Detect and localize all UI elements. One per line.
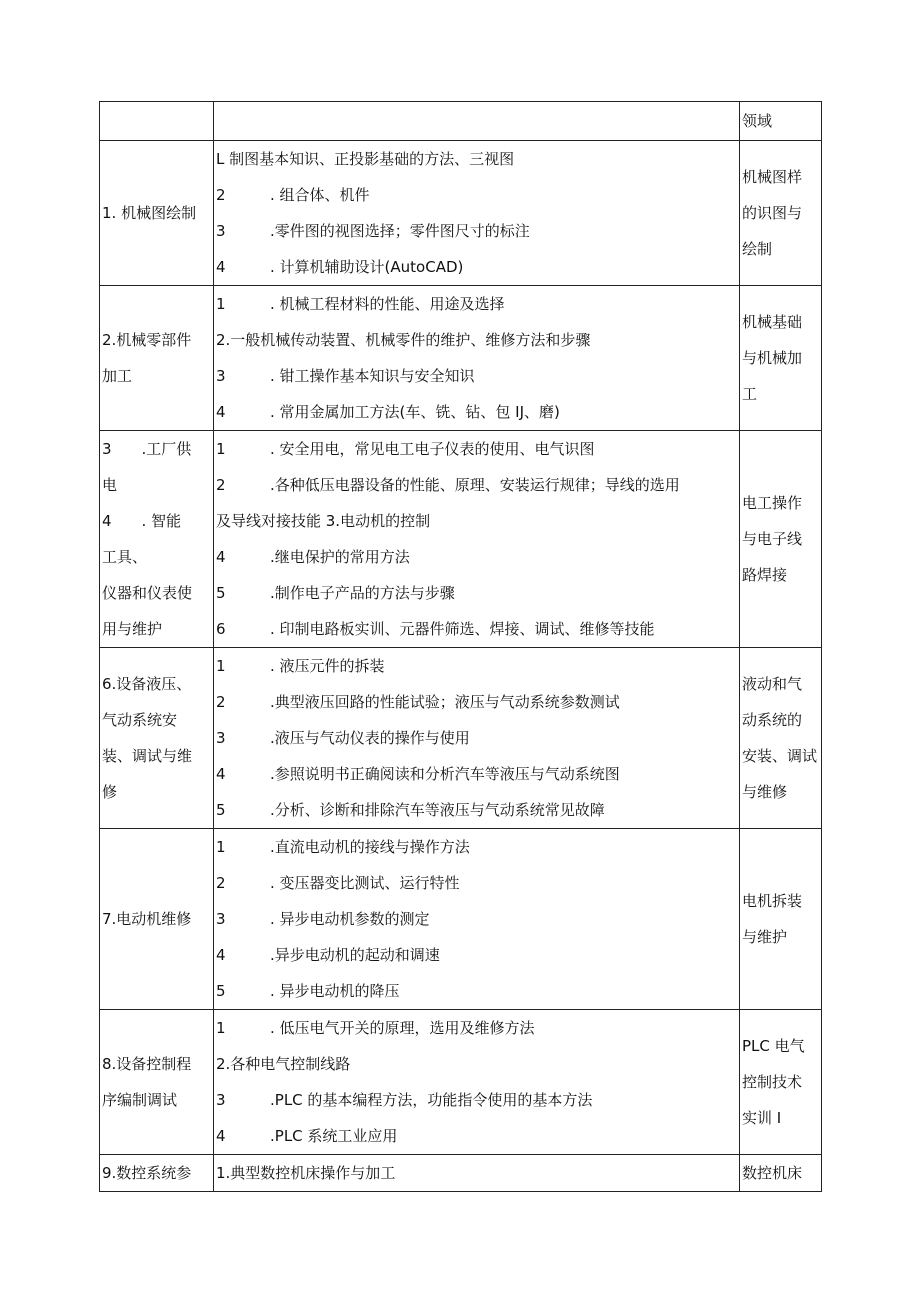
item-number: 6 xyxy=(216,620,226,638)
item-number: 4 xyxy=(216,258,226,276)
item-text: . 异步电动机参数的测定 xyxy=(270,910,430,928)
content-item xyxy=(216,467,737,503)
item-text: .PLC 的基本编程方法，功能指令使用的基本方法 xyxy=(270,1091,593,1109)
field-cell xyxy=(740,829,822,1010)
module-cell xyxy=(100,829,214,1010)
item-number: 1 xyxy=(216,295,226,313)
module-text-line: 6.设备液压、 xyxy=(102,675,192,693)
item-text: 1.典型数控机床操作与加工 xyxy=(216,1164,396,1182)
item-number: 3 xyxy=(216,1091,226,1109)
field-cell xyxy=(740,648,822,829)
item-text: 2.各种电气控制线路 xyxy=(216,1055,351,1073)
content-item xyxy=(216,322,737,358)
module-text-line: 1. 机械图绘制 xyxy=(102,204,197,222)
item-text: . 组合体、机件 xyxy=(270,186,370,204)
table-body xyxy=(100,102,822,1192)
content-item xyxy=(216,792,737,828)
item-number: 4 xyxy=(216,765,226,783)
content-item xyxy=(216,141,737,177)
field-cell xyxy=(740,1010,822,1155)
item-text: L 制图基本知识、正投影基础的方法、三视图 xyxy=(216,150,515,168)
item-text: .典型液压回路的性能试验；液压与气动系统参数测试 xyxy=(270,693,620,711)
header-cell-content xyxy=(214,102,740,141)
content-item xyxy=(216,539,737,575)
field-text-line: 实训 I xyxy=(742,1109,782,1127)
item-number: 1 xyxy=(216,838,226,856)
field-cell xyxy=(740,431,822,648)
module-text-line: 工具、 xyxy=(102,548,148,566)
field-text-line: 绘制 xyxy=(742,240,773,258)
content-item xyxy=(216,286,737,322)
field-text-line: 控制技术 xyxy=(742,1073,803,1091)
module-text-line: 加工 xyxy=(102,367,133,385)
field-cell xyxy=(740,1155,822,1192)
content-item xyxy=(216,829,737,865)
content-cell xyxy=(214,141,740,286)
module-text-line: 序编制调试 xyxy=(102,1091,178,1109)
item-number: 5 xyxy=(216,584,226,602)
field-text-line: 与维修 xyxy=(742,783,788,801)
module-text-line: 电 xyxy=(102,476,118,494)
module-text-line: 9.数控系统参 xyxy=(102,1164,192,1182)
content-item xyxy=(216,756,737,792)
item-number: 4 xyxy=(216,403,226,421)
content-item xyxy=(216,937,737,973)
item-text: . 异步电动机的降压 xyxy=(270,982,400,1000)
item-number: 4 xyxy=(216,1127,226,1145)
table-row xyxy=(100,1155,822,1192)
table-row xyxy=(100,648,822,829)
module-cell xyxy=(100,1010,214,1155)
item-text: .直流电动机的接线与操作方法 xyxy=(270,838,470,856)
content-cell xyxy=(214,829,740,1010)
curriculum-table xyxy=(99,101,822,1192)
content-item xyxy=(216,394,737,430)
item-text: .制作电子产品的方法与步骤 xyxy=(270,584,455,602)
header-cell-field: 领域 xyxy=(740,102,822,141)
content-item xyxy=(216,1155,737,1191)
module-text-line: 气动系统安 xyxy=(102,711,178,729)
module-text-line: 仪器和仪表使 xyxy=(102,584,193,602)
module-cell xyxy=(100,1155,214,1192)
content-cell xyxy=(214,286,740,431)
item-text: . 变压器变比测试、运行特性 xyxy=(270,874,460,892)
item-number: 2 xyxy=(216,186,226,204)
item-number: 2 xyxy=(216,874,226,892)
content-item xyxy=(216,648,737,684)
item-text: .参照说明书正确阅读和分析汽车等液压与气动系统图 xyxy=(270,765,620,783)
field-text-line: 与维护 xyxy=(742,928,788,946)
table-row xyxy=(100,431,822,648)
module-cell xyxy=(100,431,214,648)
item-number: 1 xyxy=(216,1019,226,1037)
content-cell xyxy=(214,1155,740,1192)
header-row xyxy=(100,102,822,141)
content-item xyxy=(216,1082,737,1118)
item-number: 3 xyxy=(216,367,226,385)
table-row xyxy=(100,286,822,431)
content-item xyxy=(216,684,737,720)
table-row xyxy=(100,1010,822,1155)
field-text-line: 机械图样 xyxy=(742,168,803,186)
content-item xyxy=(216,901,737,937)
field-text-line: 机械基础 xyxy=(742,313,803,331)
content-item xyxy=(216,611,737,647)
item-text: 及导线对接技能 3.电动机的控制 xyxy=(216,512,431,530)
item-number: 1 xyxy=(216,657,226,675)
module-text-line: 修 xyxy=(102,783,118,801)
module-text-line: 4 . 智能 xyxy=(102,512,182,530)
module-text-line: 2.机械零部件 xyxy=(102,331,192,349)
content-item xyxy=(216,213,737,249)
module-cell xyxy=(100,286,214,431)
module-text-line: 8.设备控制程 xyxy=(102,1055,192,1073)
content-item xyxy=(216,249,737,285)
item-text: .PLC 系统工业应用 xyxy=(270,1127,398,1145)
module-text-line: 7.电动机维修 xyxy=(102,910,192,928)
item-number: 4 xyxy=(216,946,226,964)
item-text: .分析、诊断和排除汽车等液压与气动系统常见故障 xyxy=(270,801,605,819)
item-number: 1 xyxy=(216,440,226,458)
item-text: .继电保护的常用方法 xyxy=(270,548,410,566)
item-text: .液压与气动仪表的操作与使用 xyxy=(270,729,470,747)
content-cell xyxy=(214,431,740,648)
item-text: . 液压元件的拆装 xyxy=(270,657,385,675)
field-text-line: PLC 电气 xyxy=(742,1037,805,1055)
content-item xyxy=(216,503,737,539)
field-text-line: 与机械加 xyxy=(742,349,803,367)
item-text: . 印制电路板实训、元器件筛选、焊接、调试、维修等技能 xyxy=(270,620,655,638)
item-text: . 机械工程材料的性能、用途及选择 xyxy=(270,295,505,313)
content-item xyxy=(216,1010,737,1046)
item-text: . 钳工操作基本知识与安全知识 xyxy=(270,367,475,385)
content-item xyxy=(216,973,737,1009)
header-cell-module xyxy=(100,102,214,141)
module-text-line: 3 .工厂供 xyxy=(102,440,192,458)
item-text: .零件图的视图选择；零件图尺寸的标注 xyxy=(270,222,530,240)
content-item xyxy=(216,1118,737,1154)
field-cell xyxy=(740,286,822,431)
field-text-line: 电工操作 xyxy=(742,494,803,512)
item-number: 5 xyxy=(216,801,226,819)
item-number: 3 xyxy=(216,729,226,747)
table-row xyxy=(100,829,822,1010)
content-item xyxy=(216,431,737,467)
module-text-line: 装、调试与维 xyxy=(102,747,193,765)
item-text: . 计算机辅助设计(AutoCAD) xyxy=(270,258,464,276)
item-number: 5 xyxy=(216,982,226,1000)
field-text-line: 液动和气 xyxy=(742,675,803,693)
field-text-line: 动系统的 xyxy=(742,711,803,729)
item-number: 3 xyxy=(216,910,226,928)
field-text-line: 工 xyxy=(742,385,758,403)
item-number: 3 xyxy=(216,222,226,240)
item-text: . 安全用电，常见电工电子仪表的使用、电气识图 xyxy=(270,440,595,458)
content-cell xyxy=(214,1010,740,1155)
field-cell xyxy=(740,141,822,286)
field-text-line: 的识图与 xyxy=(742,204,803,222)
content-item xyxy=(216,865,737,901)
table-row xyxy=(100,141,822,286)
item-text: 2.一般机械传动装置、机械零件的维护、维修方法和步骤 xyxy=(216,331,591,349)
content-cell xyxy=(214,648,740,829)
field-text-line: 数控机床 xyxy=(742,1164,803,1182)
item-text: .各种低压电器设备的性能、原理、安装运行规律；导线的选用 xyxy=(270,476,680,494)
item-number: 2 xyxy=(216,693,226,711)
field-text-line: 安装、调试 xyxy=(742,747,818,765)
field-text-line: 与电子线 xyxy=(742,530,803,548)
item-number: 4 xyxy=(216,548,226,566)
content-item xyxy=(216,358,737,394)
module-cell xyxy=(100,648,214,829)
item-text: . 常用金属加工方法(车、铣、钻、包 IJ、磨) xyxy=(270,403,560,421)
item-text: . 低压电气开关的原理，选用及维修方法 xyxy=(270,1019,535,1037)
content-item xyxy=(216,575,737,611)
field-text-line: 电机拆装 xyxy=(742,892,803,910)
field-text-line: 路焊接 xyxy=(742,566,788,584)
content-item xyxy=(216,1046,737,1082)
item-number: 2 xyxy=(216,476,226,494)
item-text: .异步电动机的起动和调速 xyxy=(270,946,440,964)
module-cell xyxy=(100,141,214,286)
content-item xyxy=(216,720,737,756)
module-text-line: 用与维护 xyxy=(102,620,163,638)
content-item xyxy=(216,177,737,213)
